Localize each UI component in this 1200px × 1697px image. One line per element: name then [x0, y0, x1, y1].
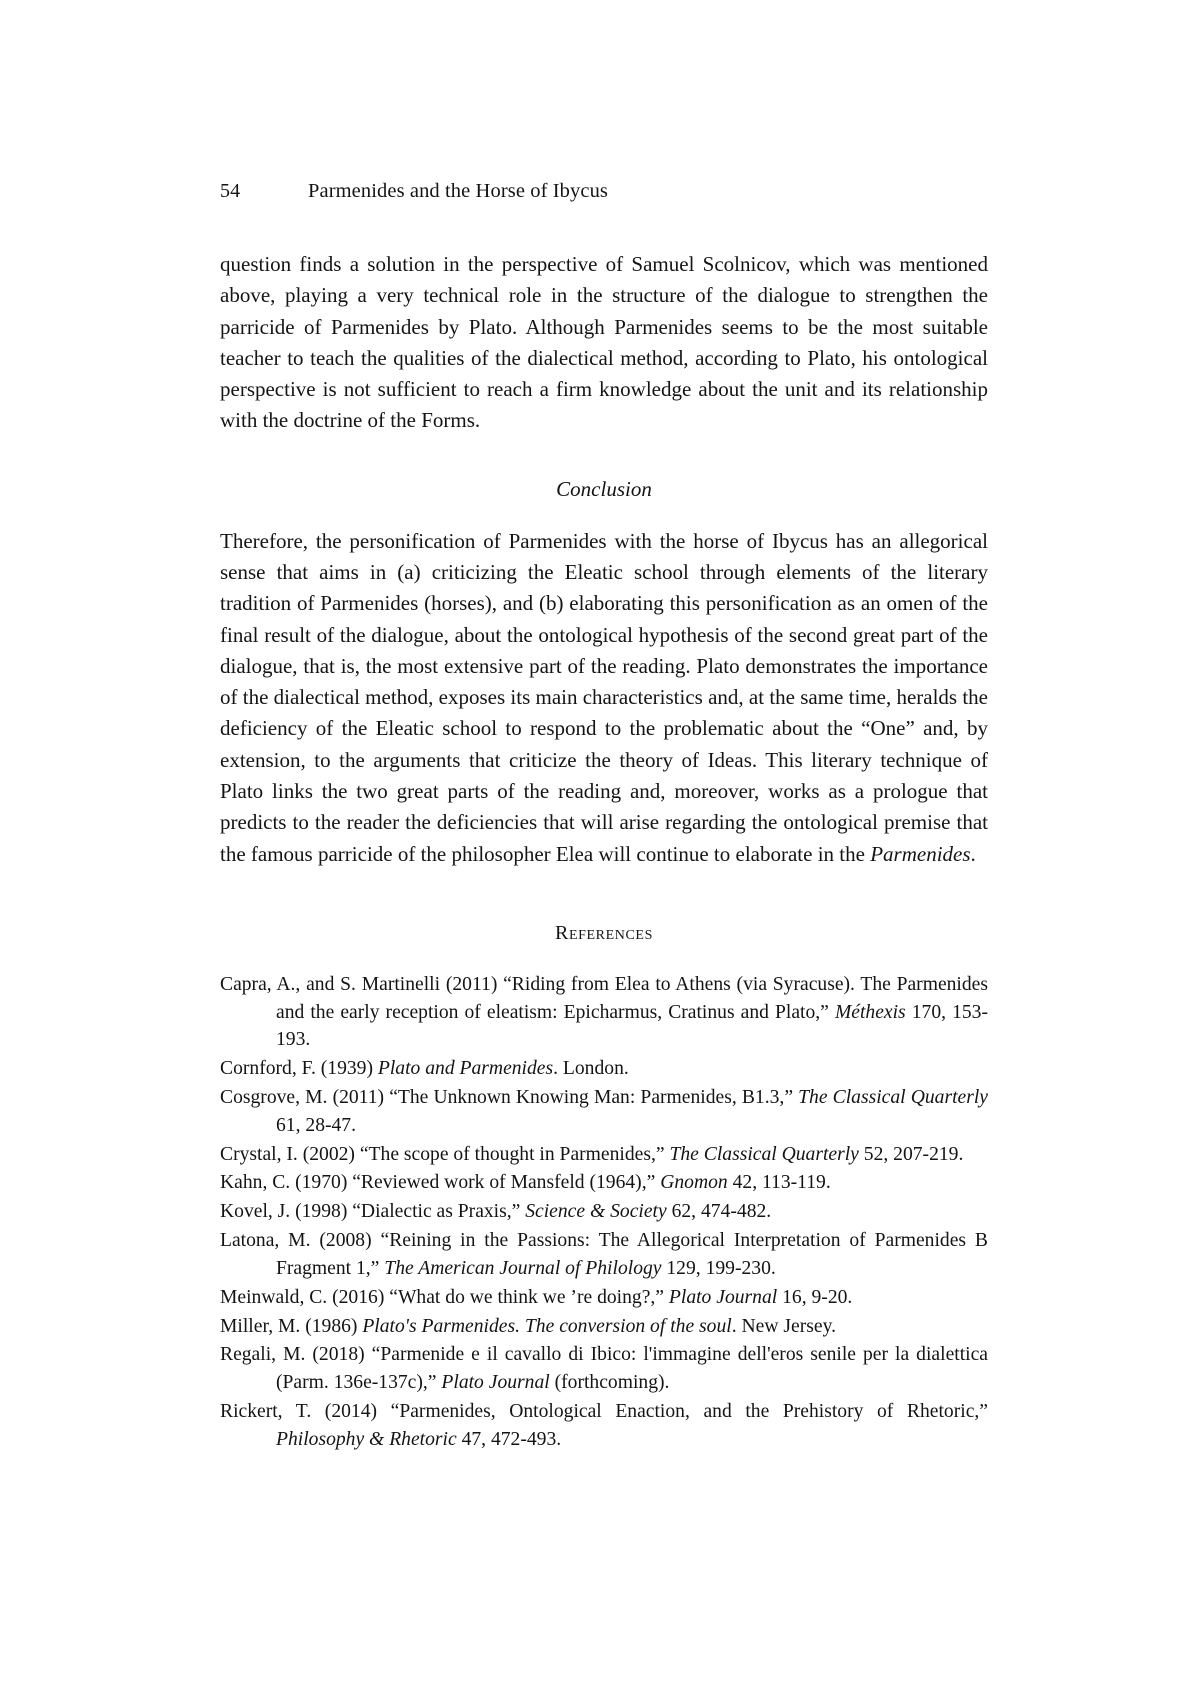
- body-paragraph-2-title: Parmenides: [870, 841, 971, 866]
- body-paragraph-2: [220, 526, 988, 870]
- reference-title-italic: The Classical Quarterly: [669, 1143, 859, 1165]
- reference-title-italic: Plato and Parmenides: [377, 1058, 554, 1080]
- reference-text: Miller, M. (1986): [220, 1315, 363, 1337]
- reference-title-italic: Méthexis: [834, 1001, 906, 1023]
- page-number: 54: [220, 180, 241, 202]
- body-paragraph-2-text-b: .: [970, 841, 976, 866]
- reference-text: . New Jersey.: [731, 1315, 836, 1337]
- reference-entry: [220, 1141, 988, 1169]
- reference-entry: [220, 1169, 988, 1197]
- reference-text: Capra, A., and S. Martinelli (2011) “Riding from Elea to Athens (via Syracuse). The Parmenides and the early reception of eleatism: Epicharmus, Cratinus and Plato,”: [220, 973, 988, 1023]
- reference-text: Cornford, F. (1939): [220, 1058, 378, 1080]
- reference-text: Kahn, C. (1970) “Reviewed work of Mansfeld (1964),”: [220, 1172, 661, 1194]
- reference-title-italic: Plato Journal: [668, 1286, 778, 1308]
- reference-text: (forthcoming).: [549, 1372, 670, 1394]
- running-head-title: Parmenides and the Horse of Ibycus: [308, 180, 608, 202]
- references-list: [220, 971, 988, 1454]
- reference-text: 42, 113-119.: [727, 1172, 831, 1194]
- reference-text: 170, 153-193.: [276, 1001, 988, 1051]
- reference-entry: [220, 971, 988, 1054]
- reference-text: . London.: [553, 1058, 629, 1080]
- reference-entry: [220, 1055, 988, 1083]
- reference-title-italic: Philosophy & Rhetoric: [276, 1428, 457, 1450]
- reference-entry: [220, 1341, 988, 1397]
- page-content: [220, 180, 988, 1455]
- reference-text: 62, 474-482.: [666, 1201, 772, 1223]
- reference-text: 47, 472-493.: [456, 1428, 562, 1450]
- reference-title-italic: Gnomon: [660, 1172, 728, 1194]
- section-heading-conclusion: Conclusion: [556, 476, 652, 501]
- reference-text: Rickert, T. (2014) “Parmenides, Ontological Enaction, and the Prehistory of Rhetoric,”: [220, 1400, 988, 1422]
- reference-text: Kovel, J. (1998) “Dialectic as Praxis,”: [220, 1201, 526, 1223]
- reference-title-italic: Science & Society: [525, 1201, 667, 1223]
- reference-entry: [220, 1084, 988, 1140]
- reference-text: Latona, M. (2008) “Reining in the Passions: The Allegorical Interpretation of Parmenides B Fragment 1,”: [220, 1230, 988, 1279]
- reference-entry: [220, 1284, 988, 1312]
- reference-title-italic: Plato's Parmenides. The conversion of the soul: [362, 1315, 732, 1337]
- body-paragraph-1: question finds a solution in the perspective of Samuel Scolnicov, which was mentioned above, playing a very technical role in the structure of the dialogue to strengthen the parricide of Parmenides by Plato. Although Parmenides seems to be the most suitable teacher to teach the qualities of the dialectical method, according to Plato, his ontological perspective is not sufficient to reach a firm knowledge about the unit and its relationship with the doctrine of the Forms.: [220, 252, 988, 433]
- running-head: [220, 180, 988, 203]
- reference-title-italic: Plato Journal: [441, 1372, 550, 1394]
- reference-text: Cosgrove, M. (2011) “The Unknown Knowing Man: Parmenides, B1.3,”: [220, 1087, 799, 1109]
- reference-entry: [220, 1313, 988, 1341]
- reference-entry: [220, 1198, 988, 1226]
- reference-title-italic: The American Journal of Philology: [384, 1257, 662, 1279]
- reference-entry: [220, 1227, 988, 1283]
- reference-title-italic: The Classical Quarterly: [798, 1087, 989, 1109]
- reference-text: Meinwald, C. (2016) “What do we think we ’re doing?,”: [220, 1286, 669, 1308]
- reference-text: 52, 207-219.: [858, 1143, 964, 1165]
- reference-text: Crystal, I. (2002) “The scope of thought in Parmenides,”: [220, 1143, 670, 1165]
- reference-text: 129, 199-230.: [661, 1257, 776, 1279]
- reference-text: 16, 9-20.: [777, 1286, 853, 1308]
- body-paragraph-2-text-a: Therefore, the personification of Parmenides with the horse of Ibycus has an allegorical sense that aims in (a) criticizing the Eleatic school through elements of the literary tradition of Parmenides (horses), and (b) elaborating this personification as an omen of the final result of the dialogue, about the ontological hypothesis of the second great part of the dialogue, that is, the most extensive part of the reading. Plato demonstrates the importance of the dialectical method, exposes its main characteristics and, at the same time, heralds the deficiency of the Eleatic school to respond to the problematic about the “One” and, by extension, to the arguments that criticize the theory of Ideas. This literary technique of Plato links the two great parts of the reading and, moreover, works as a prologue that predicts to the reader the deficiencies that will arise regarding the ontological premise that the famous parricide of the philosopher Elea will continue to elaborate in the: [220, 528, 988, 866]
- reference-text: 61, 28-47.: [276, 1114, 357, 1136]
- reference-text: Regali, M. (2018) “Parmenide e il cavallo di Ibico: l'immagine dell'eros senile per la dialettica (Parm. 136e-137c),”: [220, 1344, 988, 1394]
- references-heading: References: [555, 921, 653, 944]
- reference-entry: [220, 1398, 988, 1454]
